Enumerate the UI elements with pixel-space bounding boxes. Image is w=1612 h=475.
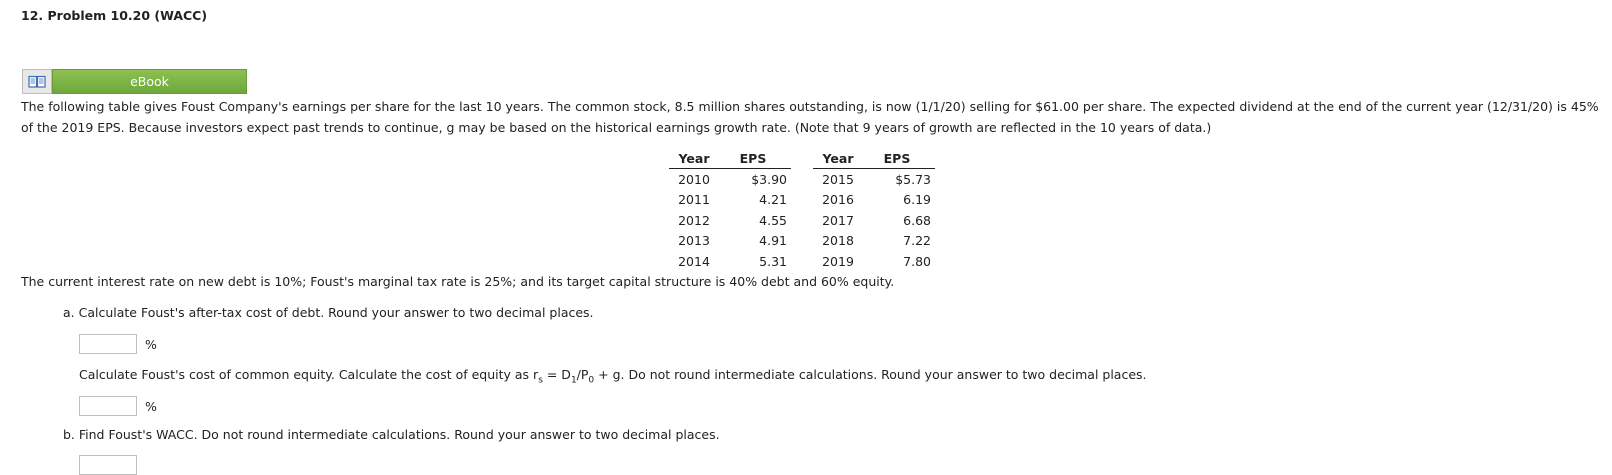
book-icon <box>22 69 52 94</box>
answer-row-cost-of-equity <box>79 396 157 416</box>
header-year-1: Year <box>669 148 719 169</box>
table-row <box>669 231 935 252</box>
q-a2-mid2: /P <box>576 367 589 382</box>
header-eps-1: EPS <box>719 148 791 169</box>
question-b: b. Find Foust's WACC. Do not round intermediate calculations. Round your answer to two decimal places. <box>63 427 720 442</box>
year-cell: 2013 <box>678 233 710 249</box>
eps-cell: $5.73 <box>895 171 931 187</box>
eps-cell: 5.31 <box>759 253 787 269</box>
table-row <box>669 210 935 231</box>
eps-cell: 4.91 <box>759 233 787 249</box>
year-cell: 2015 <box>822 171 854 187</box>
question-cost-of-equity <box>79 367 1147 386</box>
eps-cell: 6.68 <box>903 212 931 228</box>
eps-cell: $3.90 <box>751 171 787 187</box>
ebook-button[interactable] <box>22 69 247 94</box>
year-cell: 2011 <box>678 192 710 208</box>
percent-unit: % <box>145 398 157 414</box>
header-year-2: Year <box>813 148 863 169</box>
eps-cell: 4.55 <box>759 212 787 228</box>
year-cell: 2019 <box>822 253 854 269</box>
answer-row-wacc <box>79 455 137 475</box>
header-gap <box>791 148 813 169</box>
year-cell: 2014 <box>678 253 710 269</box>
table-row <box>669 251 935 272</box>
eps-table <box>669 148 935 272</box>
percent-unit: % <box>145 336 157 352</box>
year-cell: 2012 <box>678 212 710 228</box>
answer-row-after-tax-cost-of-debt <box>79 334 157 354</box>
q-a2-sub-1: 1 <box>570 375 577 386</box>
eps-cell: 7.80 <box>903 253 931 269</box>
year-cell: 2017 <box>822 212 854 228</box>
eps-table-header <box>669 148 935 169</box>
year-cell: 2018 <box>822 233 854 249</box>
question-a: a. Calculate Foust's after-tax cost of debt. Round your answer to two decimal places. <box>63 305 594 320</box>
intro-paragraph: The following table gives Foust Company's earnings per share for the last 10 years. The common stock, 8.5 million shares outstanding, is now (1/1/20) selling for $61.00 per share. The expected dividend at the end of the current year (12/31/20) is 45% of the 2019 EPS. Because investors expect past trends to continue, g may be based on the historical earnings growth rate. (Note that 9 years of growth are reflected in the 10 years of data.) <box>21 99 1599 135</box>
table-row <box>669 190 935 211</box>
q-a2-sub-s: s <box>538 375 543 386</box>
after-tax-cost-of-debt-input[interactable] <box>79 334 137 354</box>
debt-paragraph: The current interest rate on new debt is 10%; Foust's marginal tax rate is 25%; and its target capital structure is 40% debt and 60% equity. <box>21 274 895 289</box>
header-eps-2: EPS <box>863 148 935 169</box>
table-row <box>669 169 935 190</box>
ebook-label: eBook <box>52 69 247 94</box>
year-cell: 2010 <box>678 171 710 187</box>
eps-cell: 6.19 <box>903 192 931 208</box>
q-a2-suffix: + g. Do not round intermediate calculations. Round your answer to two decimal places. <box>594 367 1147 382</box>
eps-cell: 7.22 <box>903 233 931 249</box>
q-a2-mid: = D <box>542 367 571 382</box>
q-a2-prefix: Calculate Foust's cost of common equity. Calculate the cost of equity as r <box>79 367 539 382</box>
year-cell: 2016 <box>822 192 854 208</box>
q-a2-sub-0: 0 <box>588 375 595 386</box>
cost-of-equity-input[interactable] <box>79 396 137 416</box>
eps-cell: 4.21 <box>759 192 787 208</box>
problem-title: 12. Problem 10.20 (WACC) <box>21 8 208 23</box>
wacc-input[interactable] <box>79 455 137 475</box>
